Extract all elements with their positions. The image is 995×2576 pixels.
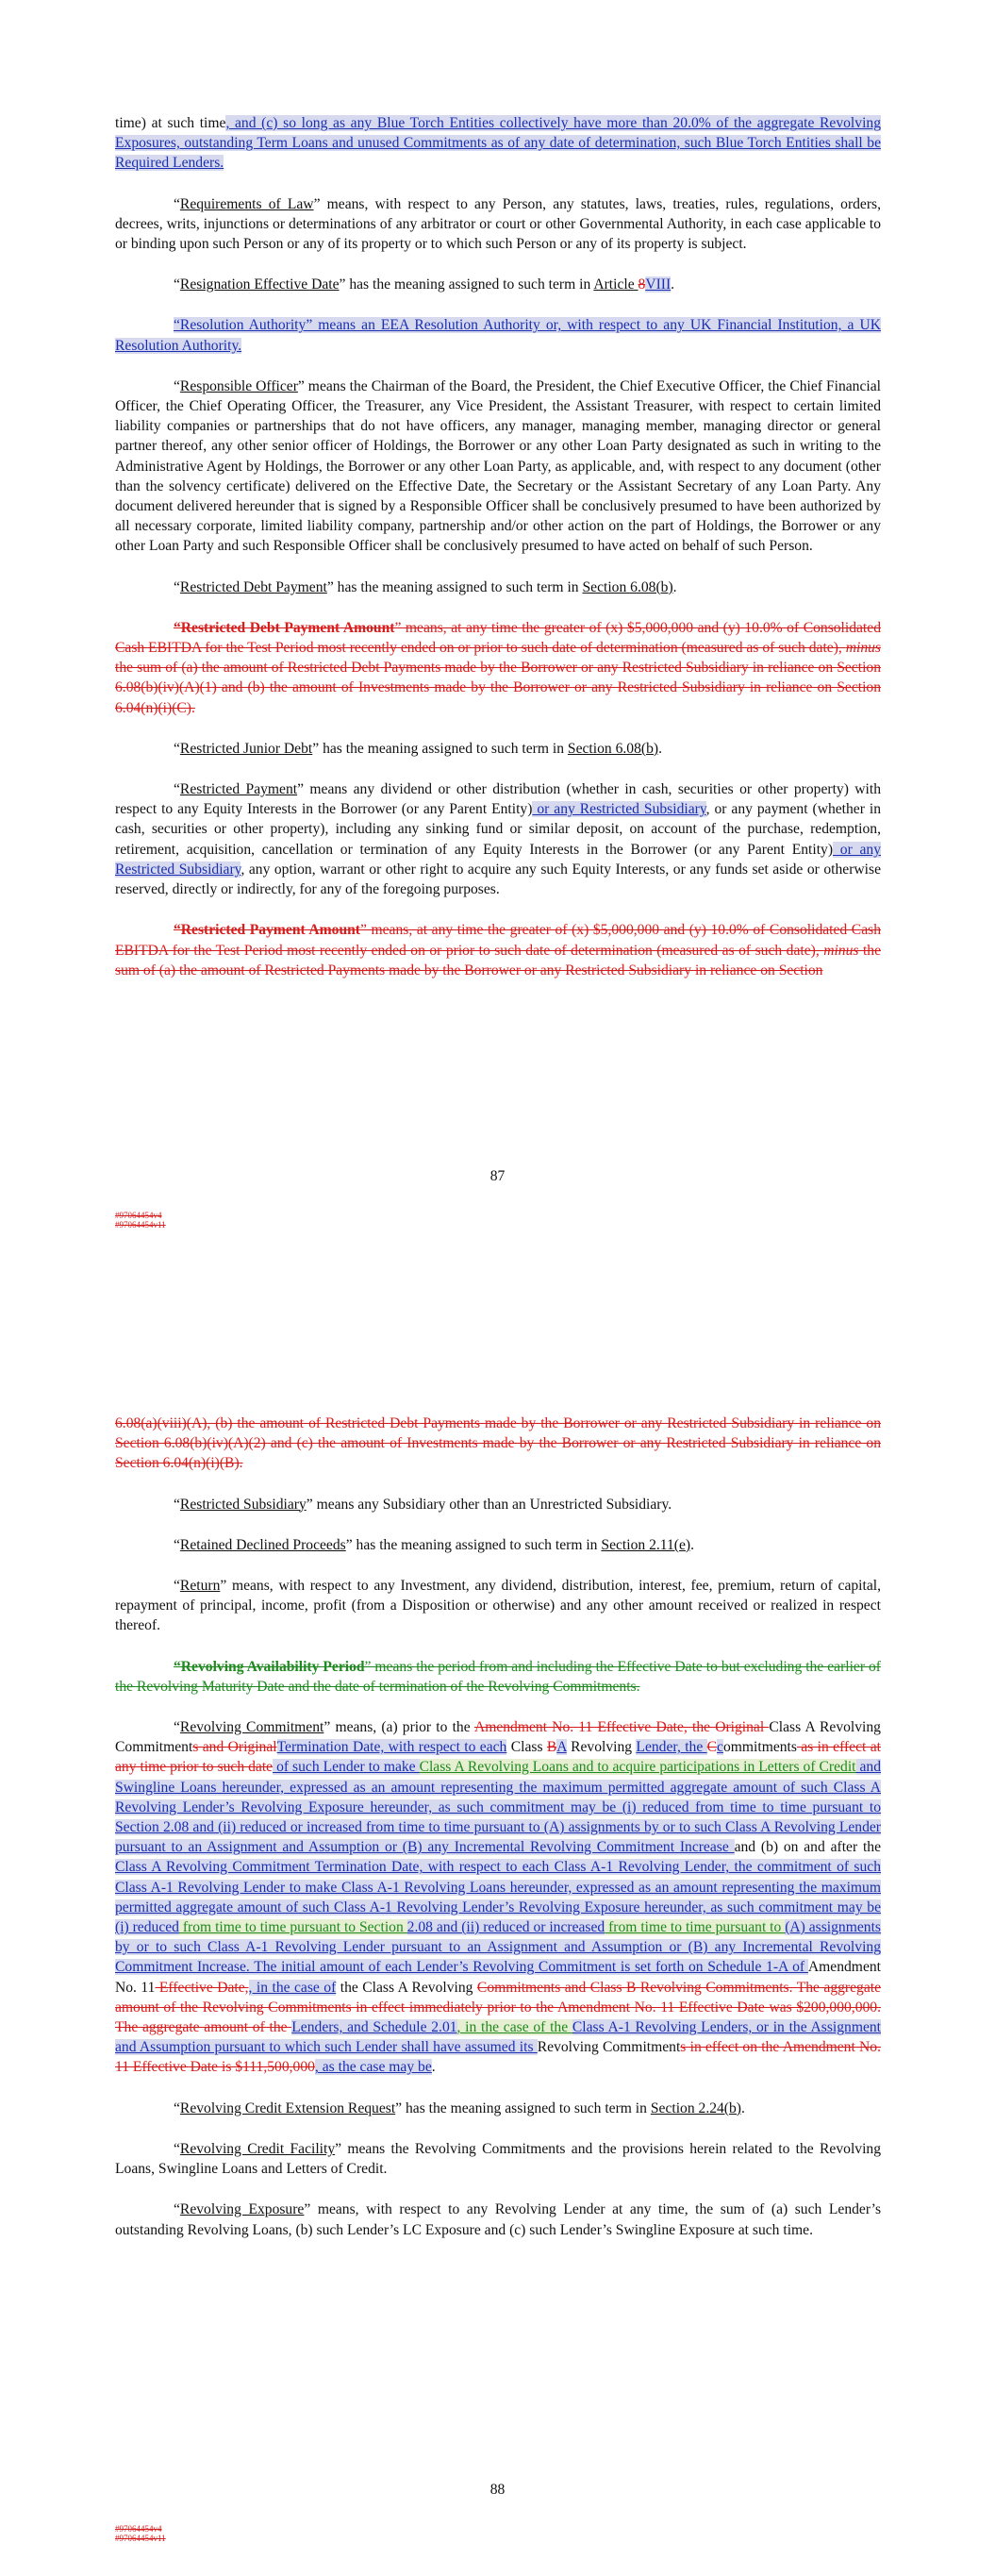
definition-restricted-payment: “Restricted Payment” means any dividend or other distribution (whether in cash, securities or other property) with respect to any Equity Interests in the Borrower (or any Parent Entity) or any Restricted Subsidiary, or any payment (whether in cash, securities or other property), including any sinking fund or similar deposit, on account of the purchase, redemption, retirement, acquisition, cancellation or termination of any Equity Interests in the Borrower (or any Parent Entity) or any Restricted Subsidiary, any option, warrant or other right to acquire any such Equity Interests, or any funds set aside or otherwise reserved, directly or indirectly, for any of the foregoing purposes.: [115, 781, 882, 898]
definition-revolving-availability-period-moved: [115, 1657, 881, 1697]
restricted-payment-amount-continuation-deleted: [115, 1413, 881, 1474]
paragraph-required-lenders-tail: time) at such time, and (c) so long as any Blue Torch Entities collectively have more than 20.0% of the aggregate Revolving Exposures, outstanding Term Loans and unused Commitments as of any date of determination, such Blue Torch Entities shall be Required Lenders.: [115, 115, 881, 172]
inserted-text: Termination Date, with respect to each: [276, 1739, 507, 1756]
deleted-text: s and Original: [192, 1739, 277, 1756]
deleted-text: the sum of (a) the amount of Restricted Payments made by the Borrower or any Restricted Subsidiary in reliance on Section: [115, 942, 881, 979]
inserted-text: 2.08 and (ii) reduced or increased: [406, 1919, 605, 1936]
inserted-text: Class A Revolving Commitment Termination Date, with respect to each Class A-1 Revolving Lender, the commitment of such Class A-1 Revolving Lender to make Class A-1 Revolving Loans hereunder, expressed as an amount representing the maximum permitted aggregate amount of such Class A-1 Revolving Lender’s Revolving Exposure hereunder, as such commitment may be (i) reduced: [115, 1859, 881, 1936]
defined-term: Resignation Effective Date: [179, 276, 340, 293]
inserted-text: or any Restricted Subsidiary: [115, 841, 881, 878]
cross-reference: Article: [593, 276, 638, 293]
inserted-text: Lender, the: [636, 1739, 707, 1756]
deleted-text: as in effect at any time prior to such date: [115, 1739, 881, 1776]
inserted-text: of such Lender to make: [273, 1759, 420, 1776]
moved-inserted-text: , in the case of the: [456, 2019, 572, 2036]
deleted-text: B: [546, 1739, 557, 1756]
defined-term: Revolving Credit Extension Request: [179, 2099, 396, 2116]
defined-term: Revolving Credit Facility: [179, 2140, 336, 2157]
definition-restricted-junior-debt: “Restricted Junior Debt” has the meaning assigned to such term in Section 6.08(b).: [174, 740, 662, 757]
cross-reference: Section 6.08(b): [582, 578, 673, 595]
deleted-defined-term: “Restricted Debt Payment Amount: [174, 619, 395, 636]
defined-term: Return: [179, 1578, 221, 1595]
deleted-text: Effective Date,: [155, 1979, 249, 1996]
moved-inserted-text: participations in Letters of Credit: [659, 1759, 856, 1776]
inserted-text: c: [717, 1739, 723, 1756]
definition-requirements-of-law: “Requirements of Law” means, with respect to any Person, any statutes, laws, treaties, rules, regulations, orders, decrees, writs, injunctions or determinations of any arbitrator or court or other Governmental Authority, in each case applicable to or binding upon such Person or any of its property or to which such Person or any of its property is subject.: [115, 195, 882, 253]
page-number: 88: [489, 2482, 506, 2498]
moved-text: ” means the period from and including the Effective Date to but excluding the earlier of the Revolving Maturity Date and the date of termination of the Revolving Commitments.: [115, 1658, 881, 1695]
defined-term: Restricted Payment: [179, 781, 298, 798]
inserted-text: Lenders, and Schedule 2.01: [291, 2019, 457, 2036]
defined-term: Revolving Commitment: [179, 1719, 324, 1736]
definition-restricted-payment-amount-deleted: [115, 920, 881, 980]
moved-inserted-text: from time to time pursuant to: [605, 1919, 786, 1936]
defined-term: Restricted Subsidiary: [179, 1496, 307, 1513]
definition-revolving-exposure: “Revolving Exposure” means, with respect to any Revolving Lender at any time, the sum of (a) such Lender’s outstanding Revolving Loans, (b) such Lender’s LC Exposure and (c) such Lender’s Swingline Exposure at such time.: [115, 2201, 882, 2238]
page-88-body: [115, 1413, 881, 2240]
deleted-text: ” means, at any time the greater of (x) $5,000,000 and (y) 10.0% of Consolidated Cash EBITDA for the Test Period most recently ended on or prior to such date of determination (measured as of such date),: [115, 922, 881, 959]
inserted-text: Class A-1 Revolving Lenders, or in the Assignment and Assumption pursuant to which such Lender shall have assumed its: [115, 2019, 881, 2056]
page-number: 87: [489, 1168, 506, 1184]
inserted-text: or any Restricted Subsidiary: [532, 801, 706, 818]
inserted-text: VIII: [645, 276, 672, 293]
definition-restricted-debt-payment: “Restricted Debt Payment” has the meaning assigned to such term in Section 6.08(b).: [174, 578, 677, 595]
defined-term: Responsible Officer: [179, 377, 298, 394]
deleted-text: Commitments and Class B Revolving Commitments. The aggregate amount of the Revolving Commitments in effect immediately prior to the Amendment No. 11 Effective Date was $200,000,000. The aggregate amount of the: [115, 1979, 881, 2036]
definition-resolution-authority: [115, 315, 881, 355]
definition-restricted-subsidiary: “Restricted Subsidiary” means any Subsidiary other than an Unrestricted Subsidiary.: [174, 1496, 672, 1513]
deleted-text: s in effect on the Amendment No. 11 Effective Date is $111,500,000: [115, 2039, 882, 2076]
inserted-text: A: [556, 1739, 567, 1756]
inserted-text: , as the case may be: [314, 2059, 432, 2076]
cross-reference: Section 2.24(b): [650, 2099, 741, 2116]
deleted-text: minus: [845, 640, 881, 657]
inserted-text: and Swingline Loans hereunder, expressed as an amount representing the maximum permitted aggregate amount of such Class A Revolving Lender’s Revolving Exposure hereunder, as such commitment may be (i) reduced from time to time pursuant to Section 2.08 and (ii) reduced or increased from time to time pursuant to (A) assignments by or to such Class A Revolving Lender pursuant to an Assignment and Assumption or (B) any Incremental Revolving Commitment Increase: [115, 1759, 881, 1856]
defined-term: Requirements of Law: [179, 195, 314, 212]
inserted-text: , and (c) so long as any Blue Torch Entities collectively have more than 20.0% of the aggregate Revolving Exposures, outstanding Term Loans and unused Commitments as of any date of determination, such Blue Torch Entities shall be Required Lenders.: [115, 115, 881, 172]
deleted-text: 8: [638, 276, 646, 293]
definition-revolving-credit-facility: “Revolving Credit Facility” means the Revolving Commitments and the provisions herein related to the Revolving Loans, Swingline Loans and Letters of Credit.: [115, 2140, 881, 2178]
inserted-text: “Resolution Authority” means an EEA Resolution Authority or, with respect to any UK Financial Institution, a UK Resolution Authority.: [115, 317, 881, 354]
definition-restricted-debt-payment-amount-deleted: [115, 618, 881, 718]
page-88: [0, 1283, 995, 2576]
inserted-text: (A) assignments by or to such Class A-1 Revolving Lender pursuant to an Assignment and Assumption or (B) any Incremental Revolving Commitment Increase. The initial amount of each Lender’s Revolving Commitment is set forth on Schedule 1-A of: [115, 1919, 881, 1976]
definition-revolving-commitment: “Revolving Commitment” means, (a) prior to the Amendment No. 11 Effective Date, the Original Class A Revolving Commitments and OriginalTermination Date, with respect to each Class BA Revolving Lender, the Ccommitments as in effect at any time prior to such date of such Lender to make Class A Revolving Loans and to acquire participations in Letters of Credit and Swingline Loans hereunder, expressed as an amount representing the maximum permitted aggregate amount of such Class A Revolving Lender’s Revolving Exposure hereunder, as such commitment may be (i) reduced from time to time pursuant to Section 2.08 and (ii) reduced or increased from time to time pursuant to (A) assignments by or to such Class A Revolving Lender pursuant to an Assignment and Assumption or (B) any Incremental Revolving Commitment Increase and (b) on and after the Class A Revolving Commitment Termination Date, with respect to each Class A-1 Revolving Lender, the commitment of such Class A-1 Revolving Lender to make Class A-1 Revolving Loans hereunder, expressed as an amount representing the maximum permitted aggregate amount of such Class A-1 Revolving Lender’s Revolving Exposure hereunder, as such commitment may be (i) reduced from time to time pursuant to Section 2.08 and (ii) reduced or increased from time to time pursuant to (A) assignments by or to such Class A-1 Revolving Lender pursuant to an Assignment and Assumption or (B) any Incremental Revolving Commitment Increase. The initial amount of each Lender’s Revolving Commitment is set forth on Schedule 1-A of Amendment No. 11 Effective Date,, in the case of the Class A Revolving Commitments and Class B Revolving Commitments. The aggregate amount of the Revolving Commitments in effect immediately prior to the Amendment No. 11 Effective Date was $200,000,000. The aggregate amount of the Lenders, and Schedule 2.01, in the case of the Class A-1 Revolving Lenders, or in the Assignment and Assumption pursuant to which such Lender shall have assumed its Revolving Commitments in effect on the Amendment No. 11 Effective Date is $111,500,000, as the case may be.: [115, 1719, 882, 2076]
deleted-text: ” means, at any time the greater of (x) $5,000,000 and (y) 10.0% of Consolidated Cash EBITDA for the Test Period most recently ended on or prior to such date of determination (measured as of such date),: [115, 619, 881, 657]
definition-return: “Return” means, with respect to any Investment, any dividend, distribution, interest, fee, premium, return of capital, repayment of principal, income, profit (from a Disposition or otherwise) and any other amount received or realized in respect thereof.: [115, 1578, 881, 1634]
document-id: #97064454v4 #97064454v11: [115, 1211, 166, 1229]
cross-reference: Section 6.08(b): [567, 740, 659, 757]
deleted-text: 6.08(a)(viii)(A), (b) the amount of Restricted Debt Payments made by the Borrower or any Restricted Subsidiary in reliance on Section 6.08(b)(iv)(A)(2) and (c) the amount of Investments made by the Borrower or any Restricted Subsidiary in reliance on Section 6.04(n)(i)(B).: [115, 1415, 881, 1472]
moved-inserted-text: Class A Revolving Loans and to acquire: [419, 1759, 660, 1776]
cross-reference: Section 2.11(e): [601, 1536, 691, 1553]
defined-term: Restricted Junior Debt: [179, 740, 313, 757]
defined-term: Revolving Exposure: [179, 2201, 305, 2218]
defined-term: Retained Declined Proceeds: [179, 1536, 346, 1553]
moved-defined-term: “Revolving Availability Period: [174, 1658, 365, 1675]
page-87: [0, 0, 995, 1283]
definition-revolving-credit-extension-request: “Revolving Credit Extension Request” has the meaning assigned to such term in Section 2.24(b).: [174, 2099, 745, 2116]
page-87-body: [115, 113, 881, 980]
definition-resignation-effective-date: “Resignation Effective Date” has the meaning assigned to such term in Article 8VIII.: [174, 276, 675, 293]
document-id: #97064454v4 #97064454v11: [115, 2524, 166, 2543]
definition-retained-declined-proceeds: “Retained Declined Proceeds” has the meaning assigned to such term in Section 2.11(e).: [174, 1536, 694, 1553]
defined-term: Restricted Debt Payment: [179, 578, 327, 595]
inserted-text: , in the case of: [248, 1979, 337, 1996]
deleted-text: the sum of (a) the amount of Restricted Debt Payments made by the Borrower or any Restricted Subsidiary in reliance on Section 6.08(b)(iv)(A)(1) and (b) the amount of Investments made by the Borrower or any Restricted Subsidiary in reliance on Section 6.04(n)(i)(C).: [115, 660, 881, 716]
moved-inserted-text: from time to time pursuant to Section: [178, 1919, 407, 1936]
deleted-text: Amendment No. 11 Effective Date, the Original: [473, 1719, 770, 1736]
definition-responsible-officer: “Responsible Officer” means the Chairman of the Board, the President, the Chief Executive Officer, the Chief Financial Officer, the Chief Operating Officer, the Treasurer, any Vice President, the Assistant Treasurer, with respect to certain limited liability companies or partnerships that do not have officers, any manager, managing member, managing director or general partner thereof, any other senior officer of Holdings, the Borrower or any other Loan Party designated as such in writing to the Administrative Agent by Holdings, the Borrower or any other Loan Party, as applicable, and, with respect to any document (other than the solvency certificate) delivered on the Effective Date, the Secretary or the Assistant Secretary of any Loan Party. Any document delivered hereunder that is signed by a Responsible Officer shall be conclusively presumed to have been authorized by all necessary corporate, limited liability company, partnership and/or other action on the part of Holdings, the Borrower or any other Loan Party and such Responsible Officer shall be conclusively presumed to have acted on behalf of such Person.: [115, 377, 881, 555]
deleted-text: minus: [823, 942, 859, 959]
deleted-text: C: [706, 1739, 718, 1756]
deleted-defined-term: “Restricted Payment Amount: [174, 922, 360, 939]
